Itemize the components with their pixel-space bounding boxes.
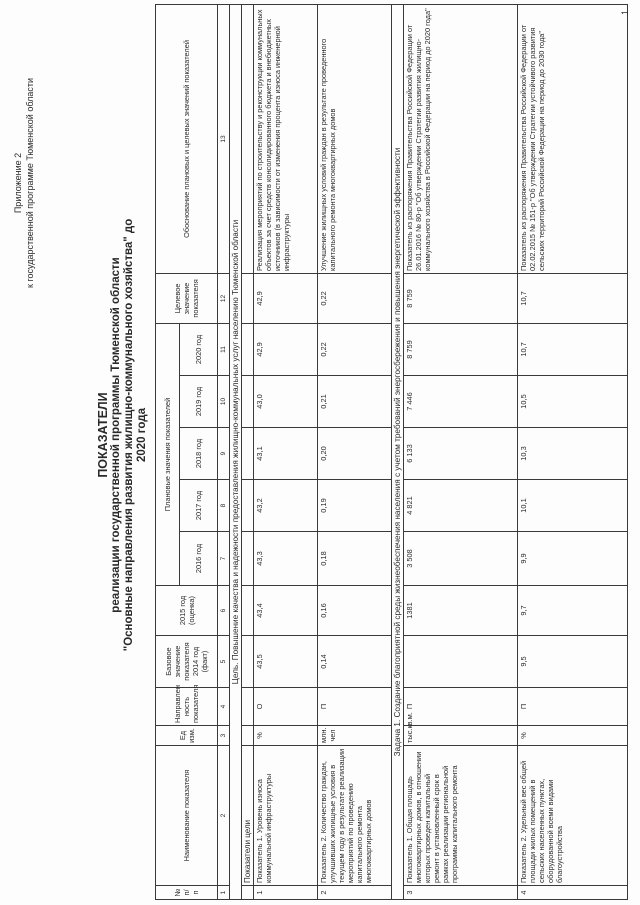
appendix-line1: Приложение 2: [13, 152, 23, 214]
row-2017: 0,19: [318, 480, 392, 532]
row-direction: П: [318, 688, 392, 726]
header-2020: 2020 год: [180, 323, 218, 375]
row-justification: Реализация мероприятий по строительству и реконструкции коммунальных объектов за счет средств консолидированного бюджета и внебюджетных источников (в зависимости от изменения процента износа инженерной инфраструктуры: [254, 4, 318, 273]
row-num: 4: [518, 886, 628, 900]
row-num: 1: [254, 886, 318, 900]
index-cell: 10: [218, 376, 230, 428]
index-cell: 3: [218, 726, 230, 746]
row-2016: 43,3: [254, 532, 318, 586]
index-cell: 8: [218, 480, 230, 532]
index-cell: 5: [218, 636, 230, 688]
row-2016: 0,18: [318, 532, 392, 586]
row-2020: 10,7: [518, 323, 628, 375]
header-direction: Направлен ность показателя: [156, 688, 218, 726]
row-target: 8 759: [404, 273, 518, 323]
row-unit: %: [518, 726, 628, 746]
row-2020: 0,22: [318, 323, 392, 375]
row-2019: 7 446: [404, 376, 518, 428]
row-unit: тыс.кв.м.: [404, 726, 518, 746]
appendix-line2: к государственной программе Тюменской области: [25, 78, 35, 288]
row-2018: 43,1: [254, 428, 318, 480]
row-2018: 0,20: [318, 428, 392, 480]
header-unit: Ед изм.: [156, 726, 218, 746]
row-target: 42,9: [254, 273, 318, 323]
index-cell: 12: [218, 273, 230, 323]
header-justification: Обоснование плановых и целевых значений показателей: [156, 4, 218, 273]
goal-title: Цель. Повышение качества и надежности предоставления жилищно-коммунальных услуг населению Тюменской области: [230, 4, 242, 899]
task-title: Задача 1. Создание благоприятной среды жизнеобеспечения населения с учетом требований энергосбережения и повышения энергетической эффективности: [392, 4, 404, 899]
row-name: Показатель 2. Количество граждан, улучшивших жилищные условия в текущем году в результате реализации мероприятий по проведению капитального ремонта многоквартирных домов: [318, 746, 392, 886]
header-num: № п/п: [156, 886, 218, 900]
row-unit: млн. чел: [318, 726, 392, 746]
row-justification: Показатель из распоряжения Правительства Российской Федерации от 02.02.2015 № 151-р "Об утверждении Стратегии устойчивого развития сельских территорий Российской Федерации на период до 2030 года": [518, 4, 628, 273]
row-2019: 0,21: [318, 376, 392, 428]
heading-line3: "Основные направления развития жилищно-коммунального хозяйства" до 2020 года: [123, 218, 148, 652]
page-number: 1: [620, 10, 630, 16]
header-2019: 2019 год: [180, 376, 218, 428]
appendix-note: [12, 18, 36, 348]
header-planned: Плановые значения показателей: [156, 323, 180, 585]
row-2019: 10,5: [518, 376, 628, 428]
table-row: [254, 4, 318, 899]
document-heading: [97, 215, 149, 655]
row-2017: 4 821: [404, 480, 518, 532]
index-cell: 6: [218, 586, 230, 636]
index-cell: 7: [218, 532, 230, 586]
row-2015: 9,7: [518, 586, 628, 636]
heading-title: ПОКАЗАТЕЛИ: [96, 392, 110, 478]
row-2019: 43,0: [254, 376, 318, 428]
row-2020: 42,9: [254, 323, 318, 375]
column-index-row: [218, 4, 230, 899]
row-unit: %: [254, 726, 318, 746]
row-2018: 10,3: [518, 428, 628, 480]
row-2015: 0,16: [318, 586, 392, 636]
header-name: Наименование показателя: [156, 746, 218, 886]
index-cell: 11: [218, 323, 230, 375]
heading-line2: реализации государственной программы Тюменской области: [110, 257, 122, 613]
table-row: [518, 4, 628, 899]
row-name: Показатель 2. Удельный вес общей площади жилых помещений в сельских населенных пунктах, оборудованной всеми видами благоустройства: [518, 746, 628, 886]
table-row: [318, 4, 392, 899]
row-base: [404, 636, 518, 688]
index-cell: 9: [218, 428, 230, 480]
table-row: [404, 4, 518, 899]
header-base: Базовое значение показателя 2014 год (факт): [156, 636, 218, 688]
header-2015: 2015 год (оценка): [156, 586, 218, 636]
row-base: 9,5: [518, 636, 628, 688]
row-2015: 43,4: [254, 586, 318, 636]
row-direction: П: [518, 688, 628, 726]
header-target: Целевое значение показателя: [156, 273, 218, 323]
row-2017: 43,2: [254, 480, 318, 532]
index-cell: 13: [218, 4, 230, 273]
row-base: 0,14: [318, 636, 392, 688]
index-cell: 1: [218, 886, 230, 900]
goal-indicators-label: Показатели цели: [242, 746, 254, 886]
row-direction: О: [254, 688, 318, 726]
header-2017: 2017 год: [180, 480, 218, 532]
row-2018: 6 133: [404, 428, 518, 480]
header-2018: 2018 год: [180, 428, 218, 480]
row-num: 2: [318, 886, 392, 900]
row-target: 10,7: [518, 273, 628, 323]
row-target: 0,22: [318, 273, 392, 323]
row-justification: Улучшение жилищных условий граждан в результате проведенного капитального ремонта многоквартирных домов: [318, 4, 392, 273]
row-2016: 9,9: [518, 532, 628, 586]
indicators-table: [155, 4, 628, 900]
index-cell: 4: [218, 688, 230, 726]
row-2017: 10,1: [518, 480, 628, 532]
header-2016: 2016 год: [180, 532, 218, 586]
row-justification: Показатель из распоряжения Правительства Российской Федерации от 26.01.2016 № 80-р "Об утверждении Стратегии развития жилищно-коммунального хозяйства в Российской Федерации на период до 2020 года": [404, 4, 518, 273]
row-name: Показатель 1. Общая площадь многоквартирных домов, в отношении которых проведен капитальный ремонт в установленный срок в рамках реализации региональной программы капитального ремонта: [404, 746, 518, 886]
row-name: Показатель 1. Уровень износа коммунальной инфраструктуры: [254, 746, 318, 886]
row-2020: 8 759: [404, 323, 518, 375]
row-2016: 3 508: [404, 532, 518, 586]
row-base: 43,5: [254, 636, 318, 688]
row-num: 3: [404, 886, 518, 900]
row-direction: П: [404, 688, 518, 726]
index-cell: 2: [218, 746, 230, 886]
row-2015: 1381: [404, 586, 518, 636]
